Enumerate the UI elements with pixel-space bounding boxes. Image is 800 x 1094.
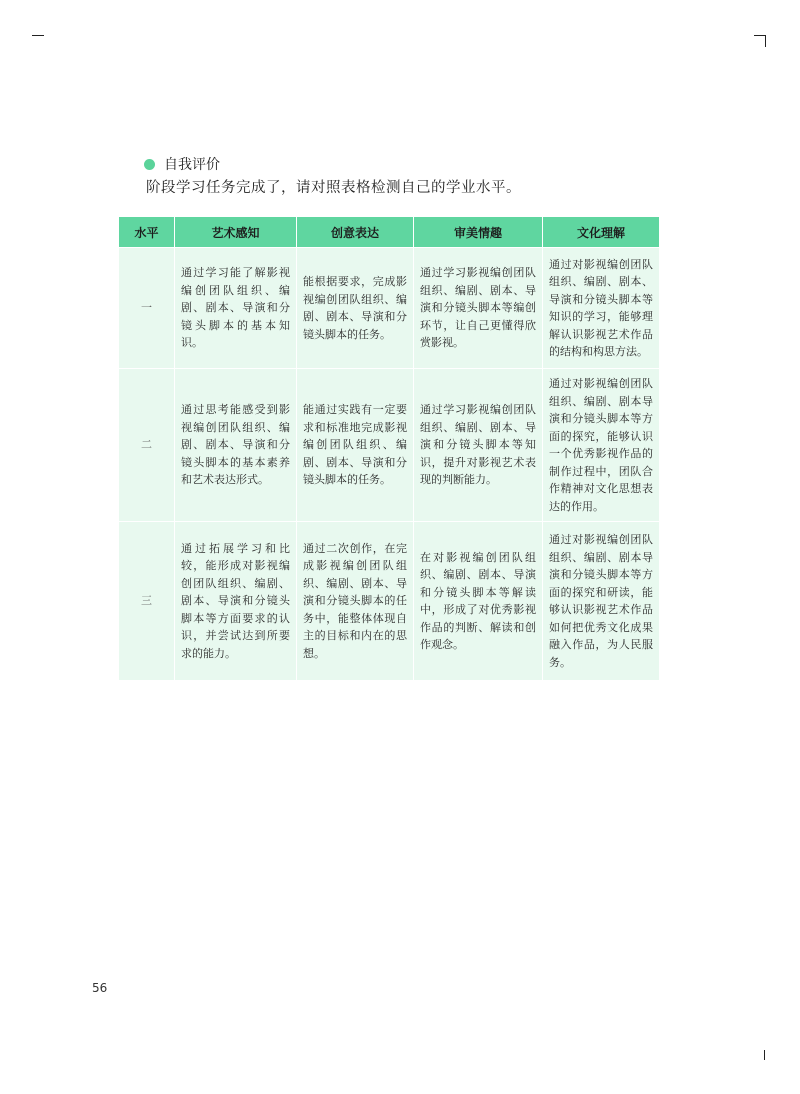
table-cell: 通过二次创作，在完成影视编创团队组织、编剧、剧本、导演和分镜头脚本的任务中，能整体体现自主的目标和内在的思想。 (297, 522, 414, 681)
evaluation-table (118, 216, 660, 681)
table-cell: 通过思考能感受到影视编创团队组织、编剧、剧本、导演和分镜头脚本的基本素养和艺术表达形式。 (175, 369, 297, 522)
table-cell: 通过对影视编创团队组织、编剧、剧本、导演和分镜头脚本等知识的学习，能够理解认识影视艺术作品的结构和构思方法。 (543, 248, 660, 369)
table-cell: 通过学习能了解影视编创团队组织、编剧、剧本、导演和分镜头脚本的基本知识。 (175, 248, 297, 369)
level-cell: 一 (119, 248, 175, 369)
column-header-level: 水平 (119, 217, 175, 248)
column-header-creative-expression: 创意表达 (297, 217, 414, 248)
crop-mark-top-left (32, 35, 44, 36)
table-cell: 通过学习影视编创团队组织、编剧、剧本、导演和分镜头脚本等知识，提升对影视艺术表现的判断能力。 (414, 369, 543, 522)
table-cell: 通过拓展学习和比较，能形成对影视编创团队组织、编剧、剧本、导演和分镜头脚本等方面要求的认识，并尝试达到所要求的能力。 (175, 522, 297, 681)
table-row (119, 248, 660, 369)
crop-mark-bottom-right (764, 1050, 765, 1060)
section-intro: 阶段学习任务完成了，请对照表格检测自己的学业水平。 (146, 180, 521, 196)
level-cell: 三 (119, 522, 175, 681)
section-heading (144, 154, 220, 174)
crop-mark-top-right-vertical (765, 35, 766, 47)
table-row (119, 369, 660, 522)
column-header-cultural-understanding: 文化理解 (543, 217, 660, 248)
page-number: 56 (92, 981, 108, 995)
level-cell: 二 (119, 369, 175, 522)
bullet-dot-icon (144, 159, 155, 170)
table-cell: 能根据要求，完成影视编创团队组织、编剧、剧本、导演和分镜头脚本的任务。 (297, 248, 414, 369)
table-cell: 通过对影视编创团队组织、编剧、剧本导演和分镜头脚本等方面的探究，能够认识一个优秀影视作品的制作过程中，团队合作精神对文化思想表达的作用。 (543, 369, 660, 522)
table-cell: 通过对影视编创团队组织、编剧、剧本导演和分镜头脚本等方面的探究和研读，能够认识影视艺术作品如何把优秀文化成果融入作品，为人民服务。 (543, 522, 660, 681)
section-title: 自我评价 (164, 157, 220, 173)
table-cell: 在对影视编创团队组织、编剧、剧本、导演和分镜头脚本等解读中，形成了对优秀影视作品的判断、解读和创作观念。 (414, 522, 543, 681)
table-row (119, 522, 660, 681)
table-cell: 通过学习影视编创团队组织、编剧、剧本、导演和分镜头脚本等编创环节，让自己更懂得欣赏影视。 (414, 248, 543, 369)
column-header-art-perception: 艺术感知 (175, 217, 297, 248)
column-header-aesthetic-taste: 审美情趣 (414, 217, 543, 248)
table-cell: 能通过实践有一定要求和标准地完成影视编创团队组织、编剧、剧本、导演和分镜头脚本的任务。 (297, 369, 414, 522)
table-header-row (119, 217, 660, 248)
